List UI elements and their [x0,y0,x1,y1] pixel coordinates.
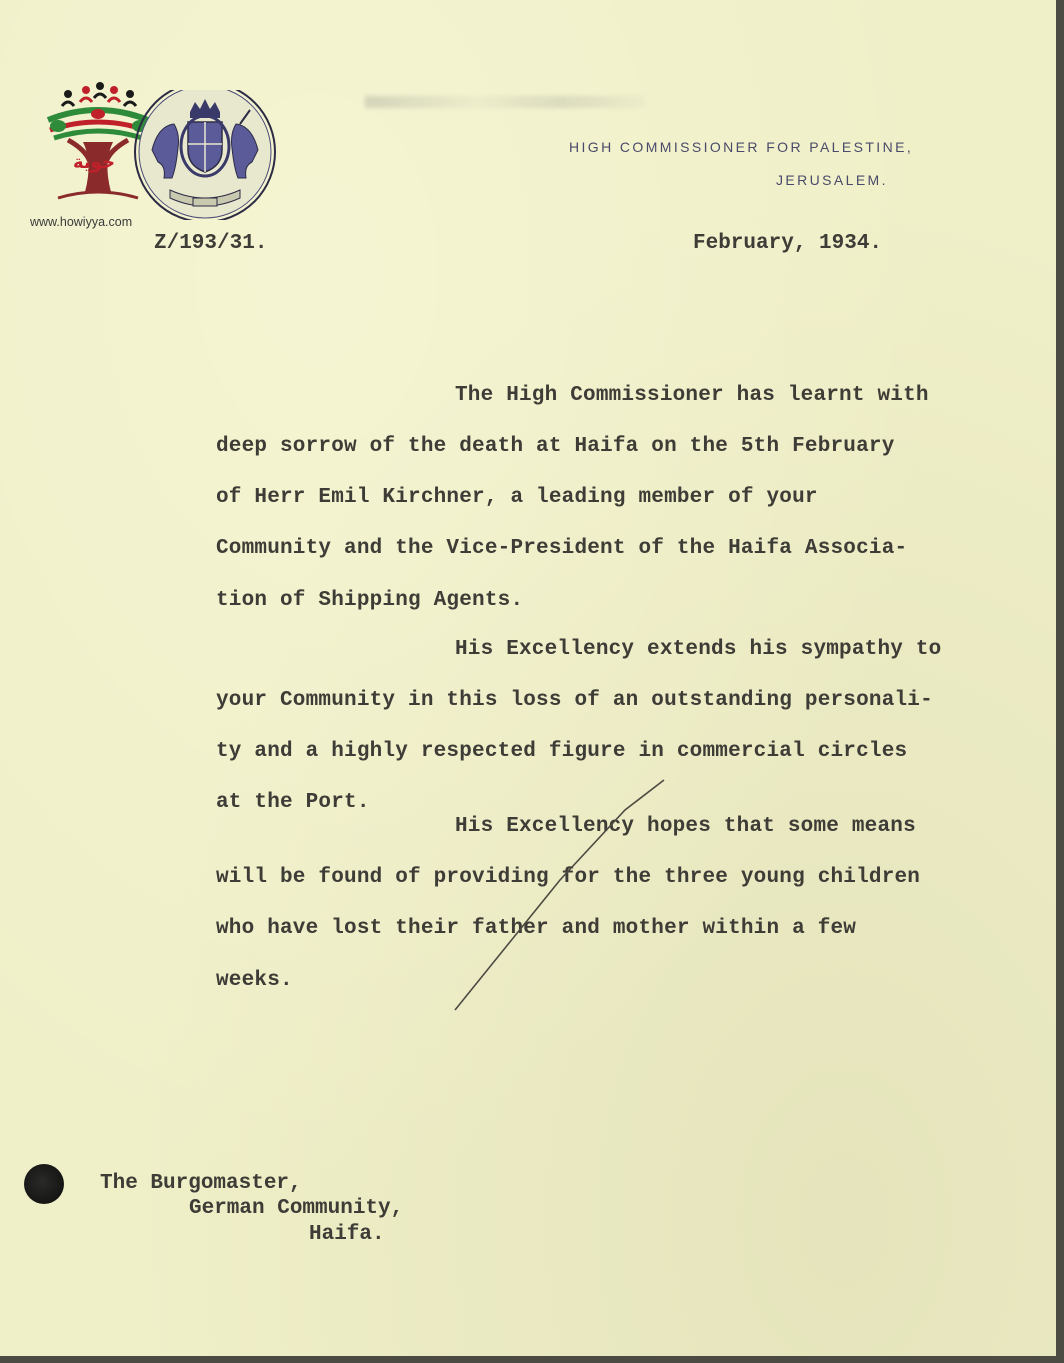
body-line: tion of Shipping Agents. [216,589,524,612]
watermark-url: www.howiyya.com [30,215,133,229]
addressee-city: Haifa. [309,1223,385,1246]
faded-stamp-smudge [365,96,645,108]
letter-date: February, 1934. [693,232,883,255]
body-line: deep sorrow of the death at Haifa on the 5th February [216,435,895,458]
coat-of-arms-icon [130,90,280,220]
scan-edge-right [1056,0,1064,1363]
punch-hole [24,1164,64,1204]
body-line: your Community in this loss of an outstanding personali- [216,689,933,712]
body-line: at the Port. [216,791,370,814]
body-line: who have lost their father and mother within a few [216,917,857,940]
body-line: Community and the Vice-President of the Haifa Associa- [216,537,908,560]
howiyya-brand-glyph: حوية [73,152,115,172]
reference-number: Z/193/31. [154,232,268,255]
royal-coat-of-arms [130,90,280,220]
addressee-title: The Burgomaster, [100,1172,302,1195]
body-line: of Herr Emil Kirchner, a leading member of your [216,486,818,509]
addressee-organization: German Community, [189,1197,404,1220]
letterhead-title: HIGH COMMISSIONER FOR PALESTINE, [569,139,914,155]
body-line: The High Commissioner has learnt with [455,384,929,407]
body-line: ty and a highly respected figure in commercial circles [216,740,908,763]
body-line: weeks. [216,969,293,992]
body-line: His Excellency hopes that some means [455,815,916,838]
letterhead-city: JERUSALEM. [776,172,888,188]
body-line: will be found of providing for the three young children [216,866,921,889]
scan-edge-bottom [0,1356,1064,1363]
body-line: His Excellency extends his sympathy to [455,638,942,661]
